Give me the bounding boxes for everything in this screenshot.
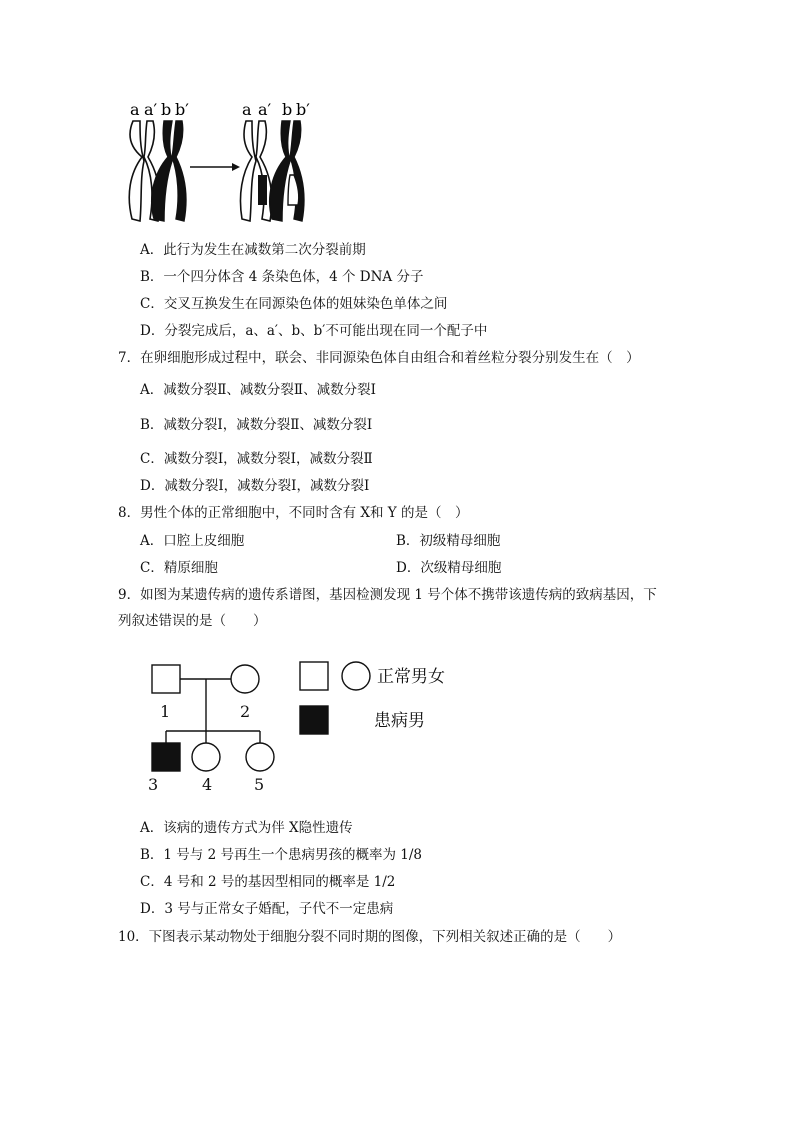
black-chromosome-after: [270, 121, 304, 221]
pedigree-number-5: 5: [254, 775, 265, 794]
legend-affected-label: 患病男: [374, 711, 425, 731]
q9-option-d: D．3 号与正常女子婚配，子代不一定患病: [140, 901, 394, 917]
chromosome-label: a′: [258, 100, 272, 119]
q6-option-d: D．分裂完成后，a、a′、b、b′不可能出现在同一个配子中: [140, 323, 488, 339]
pedigree-chart: [140, 655, 290, 797]
q10-stem: 10．下图表示某动物处于细胞分裂不同时期的图像，下列相关叙述正确的是（ ）: [118, 929, 622, 945]
individual-4-female-normal: [192, 743, 220, 771]
individual-5-female-normal: [246, 743, 274, 771]
q8-option-c: C．精原细胞: [140, 560, 218, 576]
legend-male-affected-icon: [300, 706, 328, 734]
individual-1-male-normal: [152, 665, 180, 693]
q8-option-d: D．次级精母细胞: [396, 560, 502, 576]
q6-option-c: C．交叉互换发生在同源染色体的姐妹染色单体之间: [140, 296, 448, 312]
q9-option-a: A．该病的遗传方式为伴 X隐性遗传: [140, 820, 353, 836]
chromosome-label: a: [130, 100, 140, 119]
q6-option-b: B．一个四分体含 4 条染色体，4 个 DNA 分子: [140, 269, 424, 285]
individual-2-female-normal: [231, 665, 259, 693]
pedigree-number-3: 3: [148, 775, 159, 794]
legend-male-normal-icon: [300, 662, 328, 690]
pedigree-number-1: 1: [160, 702, 171, 721]
legend-normal-label: 正常男女: [377, 667, 445, 687]
chromosome-crossover-figure: [118, 95, 328, 230]
q8-option-a: A．口腔上皮细胞: [140, 533, 245, 549]
chromosome-label: b′: [296, 100, 310, 119]
pedigree-number-4: 4: [202, 775, 213, 794]
q6-option-a: A．此行为发生在减数第二次分裂前期: [140, 242, 366, 258]
chromosome-label: a′: [144, 100, 158, 119]
chromosome-label: a: [242, 100, 252, 119]
chromosome-label: b′: [175, 100, 189, 119]
individual-3-male-affected: [152, 743, 180, 771]
arrow-right-icon: [190, 163, 240, 171]
chromosome-label: b: [282, 100, 293, 119]
q7-option-a: A．减数分裂Ⅱ、减数分裂Ⅱ、减数分裂Ⅰ: [140, 382, 376, 398]
q7-stem: 7．在卵细胞形成过程中，联会、非同源染色体自由组合和着丝粒分裂分别发生在（ ）: [118, 350, 640, 366]
pedigree-legend-symbols: [298, 660, 374, 740]
q8-option-b: B．初级精母细胞: [396, 533, 501, 549]
chromosome-label: b: [161, 100, 172, 119]
black-chromosome-before: [152, 121, 186, 221]
q9-option-b: B．1 号与 2 号再生一个患病男孩的概率为 1/8: [140, 847, 422, 863]
white-chromosome-after: [240, 121, 271, 221]
exchanged-black-segment: [258, 175, 267, 205]
q7-option-b: B．减数分裂Ⅰ，减数分裂Ⅱ、减数分裂Ⅰ: [140, 417, 373, 433]
q8-stem: 8．男性个体的正常细胞中，不同时含有 X和 Y 的是（ ）: [118, 505, 469, 521]
q7-option-d: D．减数分裂Ⅰ，减数分裂Ⅰ，减数分裂Ⅰ: [140, 478, 370, 494]
legend-female-normal-icon: [342, 662, 370, 690]
q9-option-c: C．4 号和 2 号的基因型相同的概率是 1/2: [140, 874, 396, 890]
pedigree-number-2: 2: [240, 702, 251, 721]
q7-option-c: C．减数分裂Ⅰ，减数分裂Ⅰ，减数分裂Ⅱ: [140, 451, 373, 467]
q9-stem-line2: 列叙述错误的是（ ）: [118, 613, 267, 629]
q9-stem-line1: 9．如图为某遗传病的遗传系谱图，基因检测发现 1 号个体不携带该遗传病的致病基因，下: [118, 587, 657, 603]
